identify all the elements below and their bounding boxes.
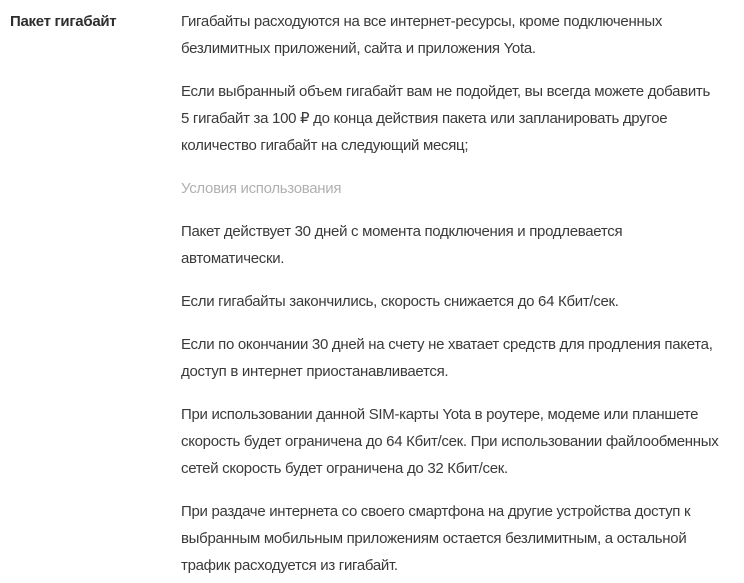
- paragraph-package-duration: Пакет действует 30 дней с момента подключения и продлевается автоматически.: [181, 223, 623, 267]
- subheading-terms-of-use: Условия использования: [181, 180, 342, 197]
- section-label: Пакет гигабайт: [10, 13, 117, 30]
- section-label-column: [10, 8, 181, 35]
- paragraph-sim-usage-limits: При использовании данной SIM-карты Yota в роутере, модеме или планшете скорость будет ограничена до 64 Кбит/сек. При использовании файлообменных сетей скорость будет ограничена до 32 Кбит/сек.: [181, 406, 719, 477]
- paragraph-internet-usage: Гигабайты расходуются на все интернет-ресурсы, кроме подключенных безлимитных приложений, сайта и приложения Yota.: [181, 13, 663, 57]
- paragraph-insufficient-funds: Если по окончании 30 дней на счету не хватает средств для продления пакета, доступ в интернет приостанавливается.: [181, 336, 713, 380]
- paragraph-add-gigabytes: Если выбранный объем гигабайт вам не подойдет, вы всегда можете добавить 5 гигабайт за 100 ₽ до конца действия пакета или запланировать другое количество гигабайт на следующий месяц;: [181, 83, 711, 154]
- paragraph-tethering: При раздаче интернета со своего смартфона на другие устройства доступ к выбранным мобильным приложениям остается безлимитным, а остальной трафик расходуется из гигабайт.: [181, 503, 691, 574]
- paragraph-speed-reduction: Если гигабайты закончились, скорость снижается до 64 Кбит/сек.: [181, 293, 619, 310]
- section-content: [181, 8, 721, 579]
